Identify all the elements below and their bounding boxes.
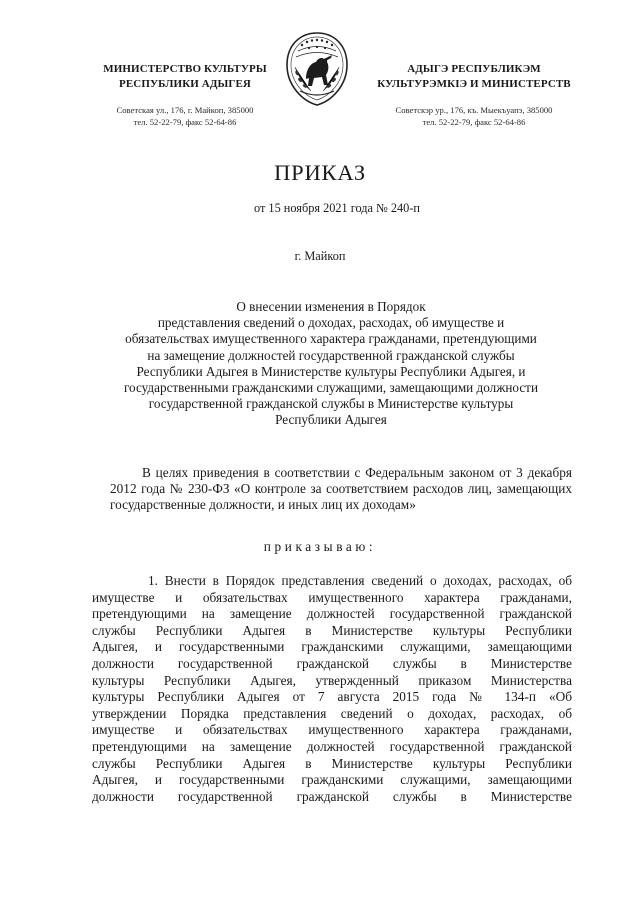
ministry-phones: тел. 52-22-79, факс 52-64-86	[133, 117, 237, 127]
item1-line: претендующими на замещение должностей государственной гражданской	[92, 606, 572, 622]
coat-of-arms-icon	[284, 31, 350, 107]
item1-line: 1. Внести в Порядок представления сведений о доходах, расходах, об	[148, 573, 572, 588]
order-directive: приказываю:	[263, 539, 377, 554]
item1-line: Адыгея, и государственными гражданскими служащими, замещающими	[92, 639, 572, 655]
subject-line: Республики Адыгея в Министерстве культуры Республики Адыгея, и	[136, 363, 526, 379]
order-subject	[108, 299, 554, 429]
subject-line: государственными гражданскими служащими, замещающими должности	[123, 380, 539, 396]
subject-line: государственной гражданской службы в Министерстве культуры	[148, 396, 514, 412]
item1-line: Адыгея, и государственными гражданскими служащими, замещающими	[92, 772, 572, 788]
ministry-name-ady-line1: АДЫГЭ РЕСПУБЛИКЭМ	[407, 63, 541, 75]
preamble-text: В целях приведения в соответствии с Федеральным законом от 3 декабря 2012 года № 230-ФЗ «О контроле за соответствием расходов лиц, замещающих государственные должности, и иных лиц их доходам»	[110, 465, 572, 512]
subject-line: обязательствах имущественного характера гражданами, претендующими	[125, 331, 537, 347]
ministry-address: Советская ул., 176, г. Майкоп, 385000	[116, 105, 254, 115]
subject-line: О внесении изменения в Порядок	[236, 299, 426, 314]
subject-line: представления сведений о доходах, расходах, об имуществе и	[157, 315, 505, 331]
item1-line: утверждении Порядка представления сведений о доходах, расходах, об	[92, 705, 572, 721]
item1-line: имуществе и обязательствах имущественного характера гражданами,	[92, 589, 572, 605]
ministry-address-ady: Советскэр ур., 176, къ. Мыекъуапэ, 385000	[395, 105, 553, 115]
item1-paragraph	[92, 573, 572, 805]
preamble-paragraph	[110, 465, 572, 513]
item1-line: культуры Республики Адыгея, утвержденный приказом Министерства	[92, 672, 572, 688]
item1-line: имуществе и обязательствах имущественного характера гражданами,	[92, 722, 572, 738]
item1-line: службы Республики Адыгея в Министерстве культуры Республики	[92, 622, 572, 638]
item1-line: должности государственной гражданской службы в Министерстве	[92, 655, 572, 671]
order-number: от 15 ноября 2021 года № 240-п	[254, 201, 421, 215]
ministry-name-line1: МИНИСТЕРСТВО КУЛЬТУРЫ	[103, 63, 267, 75]
subject-line: Республики Адыгея	[275, 412, 387, 428]
ministry-phones-ady: тел. 52-22-79, факс 52-64-86	[422, 117, 526, 127]
order-city: г. Майкоп	[294, 249, 346, 263]
item1-line: претендующими на замещение должностей государственной гражданской	[92, 738, 572, 754]
ministry-header-ady	[362, 62, 586, 128]
ministry-name-ady-line2: КУЛЬТУРЭМКIЭ И МИНИСТЕРСТВ	[377, 77, 571, 90]
item1-line: службы Республики Адыгея в Министерстве культуры Республики	[92, 755, 572, 771]
ministry-header-ru	[88, 62, 282, 128]
subject-line: на замещение должностей государственной гражданской службы	[147, 347, 515, 363]
item1-line: должности государственной гражданской службы в Министерстве	[92, 788, 572, 804]
ministry-name-line2: РЕСПУБЛИКИ АДЫГЕЯ	[119, 77, 251, 90]
document-title: ПРИКАЗ	[274, 160, 366, 185]
item1-line: культуры Республики Адыгея от 7 августа 2015 года № 134-п «Об	[92, 689, 572, 705]
